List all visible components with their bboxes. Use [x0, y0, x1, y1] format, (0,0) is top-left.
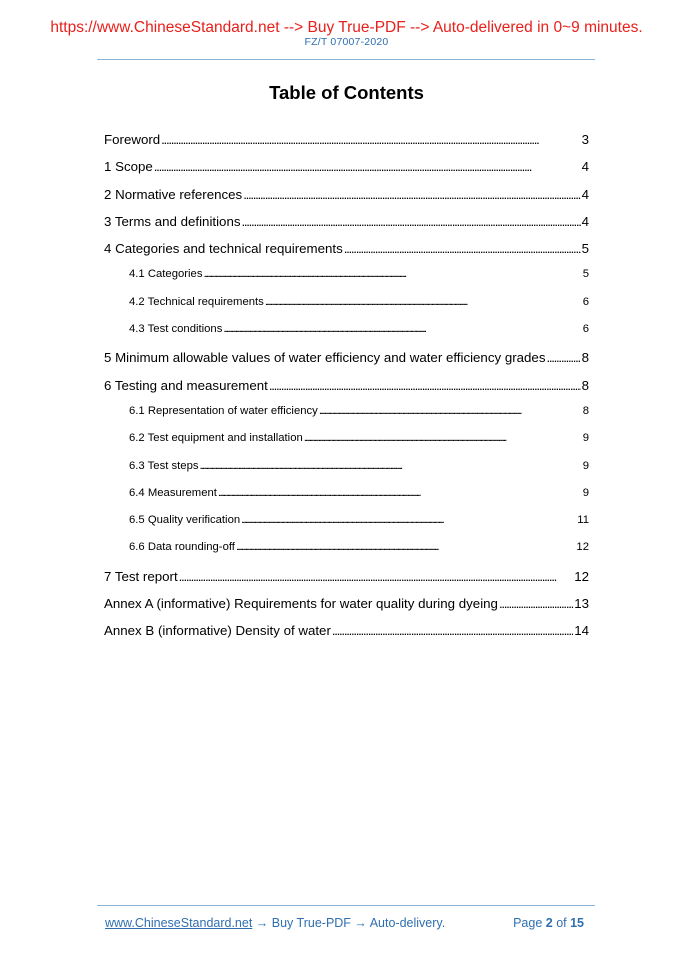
toc-entry-label: 4.2 Technical requirements	[129, 295, 264, 308]
dot-leader	[546, 350, 580, 365]
toc-entry-page: 8	[582, 404, 589, 417]
toc-entry[interactable]	[104, 296, 589, 323]
toc-entry[interactable]	[104, 241, 589, 268]
toc-entry-label: 4.3 Test conditions	[129, 323, 223, 336]
toc-entry[interactable]	[104, 350, 589, 377]
toc-entry-page: 4	[581, 213, 589, 229]
promo-banner[interactable]: https://www.ChineseStandard.net --> Buy True-PDF --> Auto-delivered in 0~9 minutes.	[50, 19, 643, 36]
footer-tagline: → Buy True-PDF → Auto-delivery.	[252, 916, 446, 930]
toc-entry-label: 7 Test report	[104, 568, 178, 584]
dot-leader	[203, 268, 581, 280]
toc-entry-label: 6.2 Test equipment and installation	[129, 432, 303, 445]
page-current: 2	[545, 916, 553, 930]
dot-leader	[161, 132, 580, 147]
page-total: 15	[570, 916, 584, 930]
dot-leader	[332, 623, 573, 638]
toc-entry-page: 12	[576, 541, 589, 554]
toc-entry-page: 11	[577, 514, 589, 527]
toc-entry-page: 13	[574, 596, 589, 612]
toc-entry-label: 2 Normative references	[104, 186, 243, 202]
toc-entry[interactable]	[104, 460, 589, 487]
toc-entry[interactable]	[104, 487, 589, 514]
toc-entry-page: 8	[581, 377, 589, 393]
page-prefix: Page	[513, 916, 546, 930]
dot-leader	[154, 159, 581, 174]
page-of: of	[552, 916, 571, 930]
toc-entry-label: Annex B (informative) Density of water	[104, 623, 331, 639]
toc-entry-label: Annex A (informative) Requirements for water quality during dyeing	[104, 596, 498, 612]
toc-entry-page: 3	[581, 132, 589, 147]
toc-entry-page: 5	[582, 268, 589, 281]
toc-entry-label: 6.5 Quality verification	[129, 514, 241, 527]
toc-entry[interactable]	[104, 405, 589, 432]
toc-entry-page: 6	[582, 323, 589, 336]
toc-entry[interactable]	[104, 432, 589, 459]
dot-leader	[499, 596, 573, 611]
dot-leader	[218, 487, 582, 499]
toc-entry[interactable]	[104, 541, 589, 568]
toc-entry[interactable]	[104, 596, 589, 623]
toc-entry-label: 6.6 Data rounding-off	[129, 541, 235, 554]
toc-entry-label: 5 Minimum allowable values of water efficiency and water efficiency grades	[104, 350, 546, 366]
dot-leader	[241, 514, 576, 526]
header-divider	[97, 59, 595, 60]
toc-entry-label: 6.1 Representation of water efficiency	[129, 404, 318, 417]
toc-entry-label: 6 Testing and measurement	[104, 377, 268, 393]
page-indicator	[513, 916, 584, 931]
toc-entry-page: 8	[581, 350, 589, 366]
dot-leader	[269, 378, 581, 393]
toc-list	[104, 132, 589, 651]
toc-entry-label: 4.1 Categories	[129, 268, 203, 281]
toc-entry[interactable]	[104, 323, 589, 350]
dot-leader	[304, 432, 582, 444]
toc-entry-label: 1 Scope	[104, 159, 153, 175]
toc-entry[interactable]	[104, 268, 589, 295]
dot-leader	[223, 323, 581, 335]
toc-entry-label: 6.3 Test steps	[129, 459, 199, 472]
toc-entry-page: 9	[582, 459, 589, 472]
toc-entry[interactable]	[104, 514, 589, 541]
footer-divider	[97, 905, 595, 906]
toc-entry-label: 3 Terms and definitions	[104, 213, 241, 229]
toc-entry[interactable]	[104, 132, 589, 159]
toc-entry-page: 6	[582, 295, 589, 308]
toc-entry[interactable]	[104, 569, 589, 596]
dot-leader	[319, 405, 582, 417]
toc-entry[interactable]	[104, 623, 589, 650]
toc-entry[interactable]	[104, 159, 589, 186]
toc-entry-page: 5	[581, 241, 589, 257]
toc-entry-label: Foreword	[104, 132, 161, 147]
footer-link[interactable]: www.ChineseStandard.net	[105, 916, 253, 930]
toc-entry-label: 4 Categories and technical requirements	[104, 241, 343, 257]
footer-promo	[105, 916, 445, 931]
dot-leader	[179, 569, 574, 584]
toc-entry-page: 9	[582, 486, 589, 499]
toc-title: Table of Contents	[269, 82, 424, 103]
dot-leader	[200, 460, 582, 472]
dot-leader	[236, 541, 575, 553]
toc-entry-page: 4	[581, 159, 589, 175]
document-id: FZ/T 07007-2020	[304, 36, 389, 48]
toc-entry-page: 14	[574, 623, 589, 639]
dot-leader	[242, 214, 581, 229]
toc-entry[interactable]	[104, 378, 589, 405]
toc-entry-label: 6.4 Measurement	[129, 486, 217, 499]
dot-leader	[243, 187, 580, 202]
dot-leader	[265, 296, 582, 308]
toc-entry-page: 4	[581, 186, 589, 202]
toc-entry-page: 12	[574, 568, 589, 584]
dot-leader	[344, 241, 581, 256]
toc-entry-page: 9	[582, 432, 589, 445]
toc-entry[interactable]	[104, 214, 589, 241]
toc-entry[interactable]	[104, 187, 589, 214]
